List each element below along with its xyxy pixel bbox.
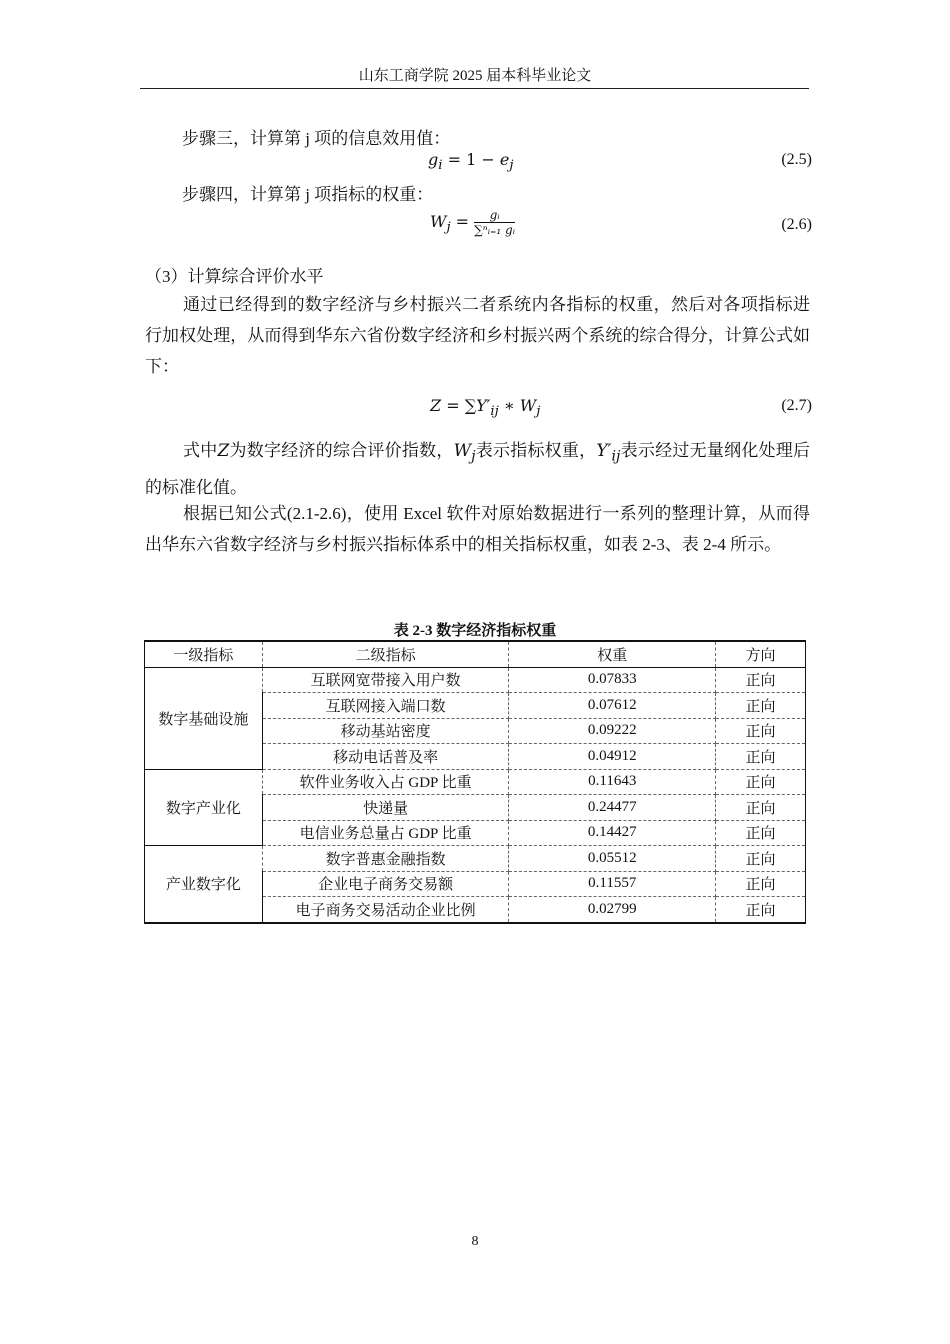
weight-cell: 0.24477 [509, 795, 716, 821]
indicator-cell: 数字普惠金融指数 [262, 846, 509, 872]
indicator-cell: 电信业务总量占 GDP 比重 [262, 820, 509, 846]
eq-sub: j [536, 404, 541, 420]
fraction-denominator: ∑ⁿᵢ₌₁ gᵢ [474, 223, 516, 237]
header-cell: 权重 [509, 641, 716, 667]
section-heading: （3）计算综合评价水平 [145, 267, 324, 286]
direction-cell: 正向 [716, 769, 806, 795]
table-row [145, 846, 806, 872]
direction-cell: 正向 [716, 718, 806, 744]
group-cell: 数字产业化 [145, 769, 263, 846]
running-header: 山东工商学院 2025 届本科毕业论文 [358, 68, 592, 84]
inline-var: Y′ [596, 441, 612, 461]
weight-cell: 0.07612 [509, 693, 716, 719]
table-header-row [145, 641, 806, 667]
weight-cell: 0.02799 [509, 897, 716, 923]
inline-var: W [453, 441, 472, 461]
eq-var: e [499, 150, 510, 169]
group-cell: 数字基础设施 [145, 667, 263, 769]
direction-cell: 正向 [716, 871, 806, 897]
eq-var: g [428, 150, 439, 169]
indicator-cell: 软件业务收入占 GDP 比重 [262, 769, 509, 795]
weight-cell: 0.05512 [509, 846, 716, 872]
eq-sub: j [509, 158, 514, 174]
indicator-cell: 快递量 [262, 795, 509, 821]
text-run: 表示经过无量纲化处理后的标准化值。 [145, 441, 811, 498]
indicator-cell: 互联网接入端口数 [262, 693, 509, 719]
step-three-text: 步骤三，计算第 j 项的信息效用值： [182, 129, 451, 148]
table-row [145, 769, 806, 795]
text-run: 表示指标权重， [475, 441, 597, 460]
text-run: 式中 [183, 441, 218, 460]
direction-cell: 正向 [716, 667, 806, 693]
weight-cell: 0.09222 [509, 718, 716, 744]
fraction [474, 208, 515, 237]
weight-cell: 0.07833 [509, 667, 716, 693]
eq-operator: = ∑ [441, 396, 477, 415]
eq-operator: = 1 − [442, 150, 500, 169]
page-number: 8 [471, 1234, 479, 1249]
header-cell: 方向 [716, 641, 806, 667]
header-rule [140, 88, 809, 89]
indicator-cell: 移动电话普及率 [262, 744, 509, 770]
table-row [145, 667, 806, 693]
eq-var: Y′ [476, 396, 491, 415]
inline-sub: ij [611, 448, 621, 465]
step-four-text: 步骤四，计算第 j 项指标的权重： [182, 185, 434, 204]
equation-2-7 [430, 396, 540, 419]
inline-var: Z [217, 441, 230, 461]
equation-2-6 [430, 208, 515, 237]
indicator-cell: 电子商务交易活动企业比例 [262, 897, 509, 923]
equation-number-2-7: (2.7) [781, 397, 812, 414]
paragraph-weighting: 通过已经得到的数字经济与乡村振兴二者系统内各指标的权重，然后对各项指标进行加权处理，从而得到华东六省份数字经济和乡村振兴两个系统的综合得分，计算公式如下： [145, 295, 810, 376]
inline-sub: j [471, 448, 476, 465]
eq-operator: = [450, 212, 475, 231]
weight-cell: 0.11643 [509, 769, 716, 795]
eq-var: W [519, 396, 537, 415]
table-caption: 表 2-3 数字经济指标权重 [393, 623, 557, 639]
equation-number-2-5: (2.5) [781, 151, 812, 168]
indicator-cell: 移动基站密度 [262, 718, 509, 744]
paragraph-method: 根据已知公式(2.1-2.6)，使用 Excel 软件对原始数据进行一系列的整理计算，从而得出华东六省数字经济与乡村振兴指标体系中的相关指标权重，如表 2-3、表 2-4 所示。 [145, 504, 810, 554]
indicator-cell: 互联网宽带接入用户数 [262, 667, 509, 693]
indicator-cell: 企业电子商务交易额 [262, 871, 509, 897]
eq-sub: j [446, 220, 451, 236]
direction-cell: 正向 [716, 744, 806, 770]
eq-sub: i [438, 158, 443, 174]
weight-cell: 0.11557 [509, 871, 716, 897]
text-run: 为数字经济的综合评价指数， [229, 441, 454, 460]
eq-operator: ∗ [498, 396, 520, 415]
direction-cell: 正向 [716, 846, 806, 872]
paragraph-definitions [145, 435, 810, 503]
header-cell: 二级指标 [262, 641, 509, 667]
eq-var: Z [430, 396, 442, 415]
direction-cell: 正向 [716, 897, 806, 923]
weights-table [144, 640, 806, 924]
eq-var: W [430, 212, 447, 231]
weight-cell: 0.14427 [509, 820, 716, 846]
equation-2-5 [428, 150, 513, 173]
fraction-numerator: gᵢ [474, 208, 515, 223]
equation-number-2-6: (2.6) [781, 216, 812, 233]
direction-cell: 正向 [716, 820, 806, 846]
direction-cell: 正向 [716, 693, 806, 719]
weight-cell: 0.04912 [509, 744, 716, 770]
group-cell: 产业数字化 [145, 846, 263, 923]
direction-cell: 正向 [716, 795, 806, 821]
header-cell: 一级指标 [145, 641, 263, 667]
eq-sub: ij [490, 404, 499, 420]
